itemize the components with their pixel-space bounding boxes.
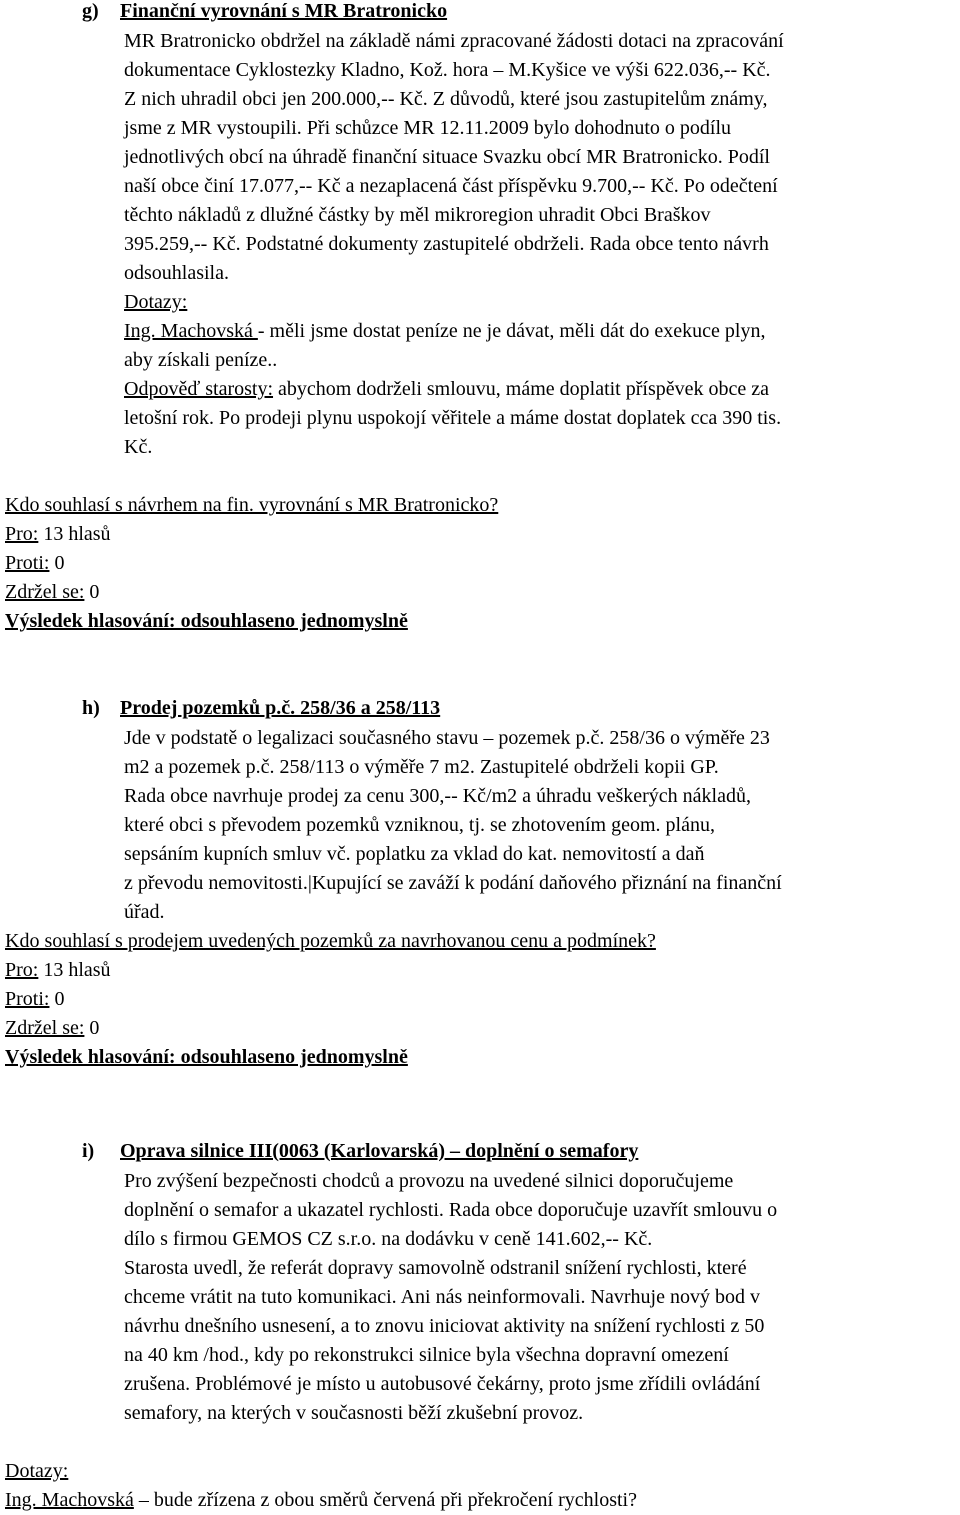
section-i-heading	[82, 1140, 638, 1163]
section-g-body-line: jsme z MR vystoupili. Při schůzce MR 12.11.2009 bylo dohodnuto o podílu	[124, 117, 732, 139]
section-h-body-line: úřad.	[124, 901, 165, 923]
section-g-body-line: 395.259,-- Kč. Podstatné dokumenty zastupitelé obdrželi. Rada obce tento návrh	[124, 233, 769, 255]
vote-zdrzel-label: Zdržel se:	[5, 1017, 85, 1039]
section-i-body-line: dílo s firmou GEMOS CZ s.r.o. na dodávku v ceně 141.602,-- Kč.	[124, 1228, 653, 1250]
section-g-vote-result: Výsledek hlasování: odsouhlaseno jednomyslně	[5, 610, 408, 632]
section-h-vote-proti	[5, 985, 64, 1014]
section-i-question-line	[5, 1486, 637, 1515]
section-g-vote-proti	[5, 549, 64, 578]
section-i-title: Oprava silnice III(0063 (Karlovarská) – doplnění o semafory	[120, 1140, 639, 1162]
section-g-answer-line-3: Kč.	[124, 436, 153, 458]
section-h-body-line: sepsáním kupních smluv vč. poplatku za vklad do kat. nemovitostí a daň	[124, 843, 705, 865]
vote-pro-label: Pro:	[5, 523, 39, 545]
section-g-question-line	[124, 317, 765, 346]
section-h-heading	[82, 697, 440, 720]
section-h-letter: h)	[82, 697, 100, 719]
section-g-body-line: dokumentace Cyklostezky Kladno, Kož. hora – M.Kyšice ve výši 622.036,-- Kč.	[124, 59, 771, 81]
section-i-body-line: zrušena. Problémové je místo u autobusové čekárny, proto jsme zřídili ovládání	[124, 1373, 761, 1395]
section-g-body-line: těchto nákladů z dlužné částky by měl mikroregion uhradit Obci Braškov	[124, 204, 711, 226]
section-i-body-line: semafory, na kterých v současnosti běží zkušební provoz.	[124, 1402, 584, 1424]
section-g-body-line: jednotlivých obcí na úhradě finanční situace Svazku obcí MR Bratronicko. Podíl	[124, 146, 770, 168]
section-i-dotazy-label: Dotazy:	[5, 1460, 69, 1482]
answer-text: abychom dodrželi smlouvu, máme doplatit příspěvek obce za	[273, 378, 769, 400]
question-text: - měli jsme dostat peníze ne je dávat, měli dát do exekuce plyn,	[257, 320, 766, 342]
section-h-body-line: Jde v podstatě o legalizaci současného stavu – pozemek p.č. 258/36 o výměře 23	[124, 727, 770, 749]
section-g-title: Finanční vyrovnání s MR Bratronicko	[120, 0, 448, 22]
vote-proti-label: Proti:	[5, 988, 50, 1010]
section-g-answer-line-2: letošní rok. Po prodeji plynu uspokojí věřitele a máme dostat doplatek cca 390 tis.	[124, 407, 782, 429]
section-g-question-line-2: aby získali peníze..	[124, 349, 278, 371]
vote-pro-value: 13 hlasů	[38, 959, 111, 981]
section-i-body-line: chceme vrátit na tuto komunikaci. Ani nás neinformovali. Navrhuje nový bod v	[124, 1286, 760, 1308]
section-h-body-line: které obci s převodem pozemků vzniknou, tj. se zhotovením geom. plánu,	[124, 814, 715, 836]
answer-label: Odpověď starosty:	[124, 378, 274, 400]
section-i-body-line: doplnění o semafor a ukazatel rychlosti. Rada obce doporučuje uzavřít smlouvu o	[124, 1199, 778, 1221]
section-i-body-line: návrhu dnešního usnesení, a to znovu iniciovat aktivity na snížení rychlosti z 50	[124, 1315, 765, 1337]
question-speaker: Ing. Machovská	[124, 320, 258, 342]
section-h-title: Prodej pozemků p.č. 258/36 a 258/113	[120, 697, 441, 719]
section-i-body-line: Pro zvýšení bezpečnosti chodců a provozu na uvedené silnici doporučujeme	[124, 1170, 734, 1192]
section-i-body-line: na 40 km /hod., kdy po rekonstrukci silnice byla všechna dopravní omezení	[124, 1344, 729, 1366]
section-h-body-line: Rada obce navrhuje prodej za cenu 300,-- Kč/m2 a úhradu veškerých nákladů,	[124, 785, 751, 807]
vote-pro-value: 13 hlasů	[38, 523, 111, 545]
section-g-body-line: MR Bratronicko obdržel na základě námi zpracované žádosti dotaci na zpracování	[124, 30, 784, 52]
section-h-body-line: z převodu nemovitosti.|Kupující se zaváží k podání daňového přiznání na finanční	[124, 872, 782, 894]
section-i-letter: i)	[82, 1140, 95, 1162]
section-g-body-line: odsouhlasila.	[124, 262, 229, 284]
section-g-vote-zdrzel	[5, 578, 99, 607]
section-g-vote-question: Kdo souhlasí s návrhem na fin. vyrovnání s MR Bratronicko?	[5, 494, 499, 516]
section-h-vote-pro	[5, 956, 111, 985]
vote-zdrzel-label: Zdržel se:	[5, 581, 85, 603]
vote-zdrzel-value: 0	[84, 1017, 100, 1039]
vote-zdrzel-value: 0	[84, 581, 100, 603]
vote-proti-value: 0	[49, 552, 65, 574]
section-h-vote-result: Výsledek hlasování: odsouhlaseno jednomyslně	[5, 1046, 408, 1068]
section-g-vote-pro	[5, 520, 111, 549]
section-i-body-line: Starosta uvedl, že referát dopravy samovolně odstranil snížení rychlosti, které	[124, 1257, 747, 1279]
question-speaker: Ing. Machovská	[5, 1489, 134, 1511]
section-g-body-line: Z nich uhradil obci jen 200.000,-- Kč. Z důvodů, které jsou zastupitelům známy,	[124, 88, 768, 110]
vote-pro-label: Pro:	[5, 959, 39, 981]
section-h-vote-zdrzel	[5, 1014, 99, 1043]
section-g-body-line: naší obce činí 17.077,-- Kč a nezaplacená část příspěvku 9.700,-- Kč. Po odečtení	[124, 175, 778, 197]
section-g-answer-line	[124, 375, 769, 404]
section-g-heading	[82, 0, 447, 23]
section-h-vote-question: Kdo souhlasí s prodejem uvedených pozemků za navrhovanou cenu a podmínek?	[5, 930, 656, 952]
vote-proti-value: 0	[49, 988, 65, 1010]
vote-proti-label: Proti:	[5, 552, 50, 574]
question-text: – bude zřízena z obou směrů červená při překročení rychlosti?	[133, 1489, 637, 1511]
section-g-dotazy-label: Dotazy:	[124, 291, 188, 313]
section-g-letter: g)	[82, 0, 99, 22]
section-h-body-line: m2 a pozemek p.č. 258/113 o výměře 7 m2. Zastupitelé obdrželi kopii GP.	[124, 756, 719, 778]
